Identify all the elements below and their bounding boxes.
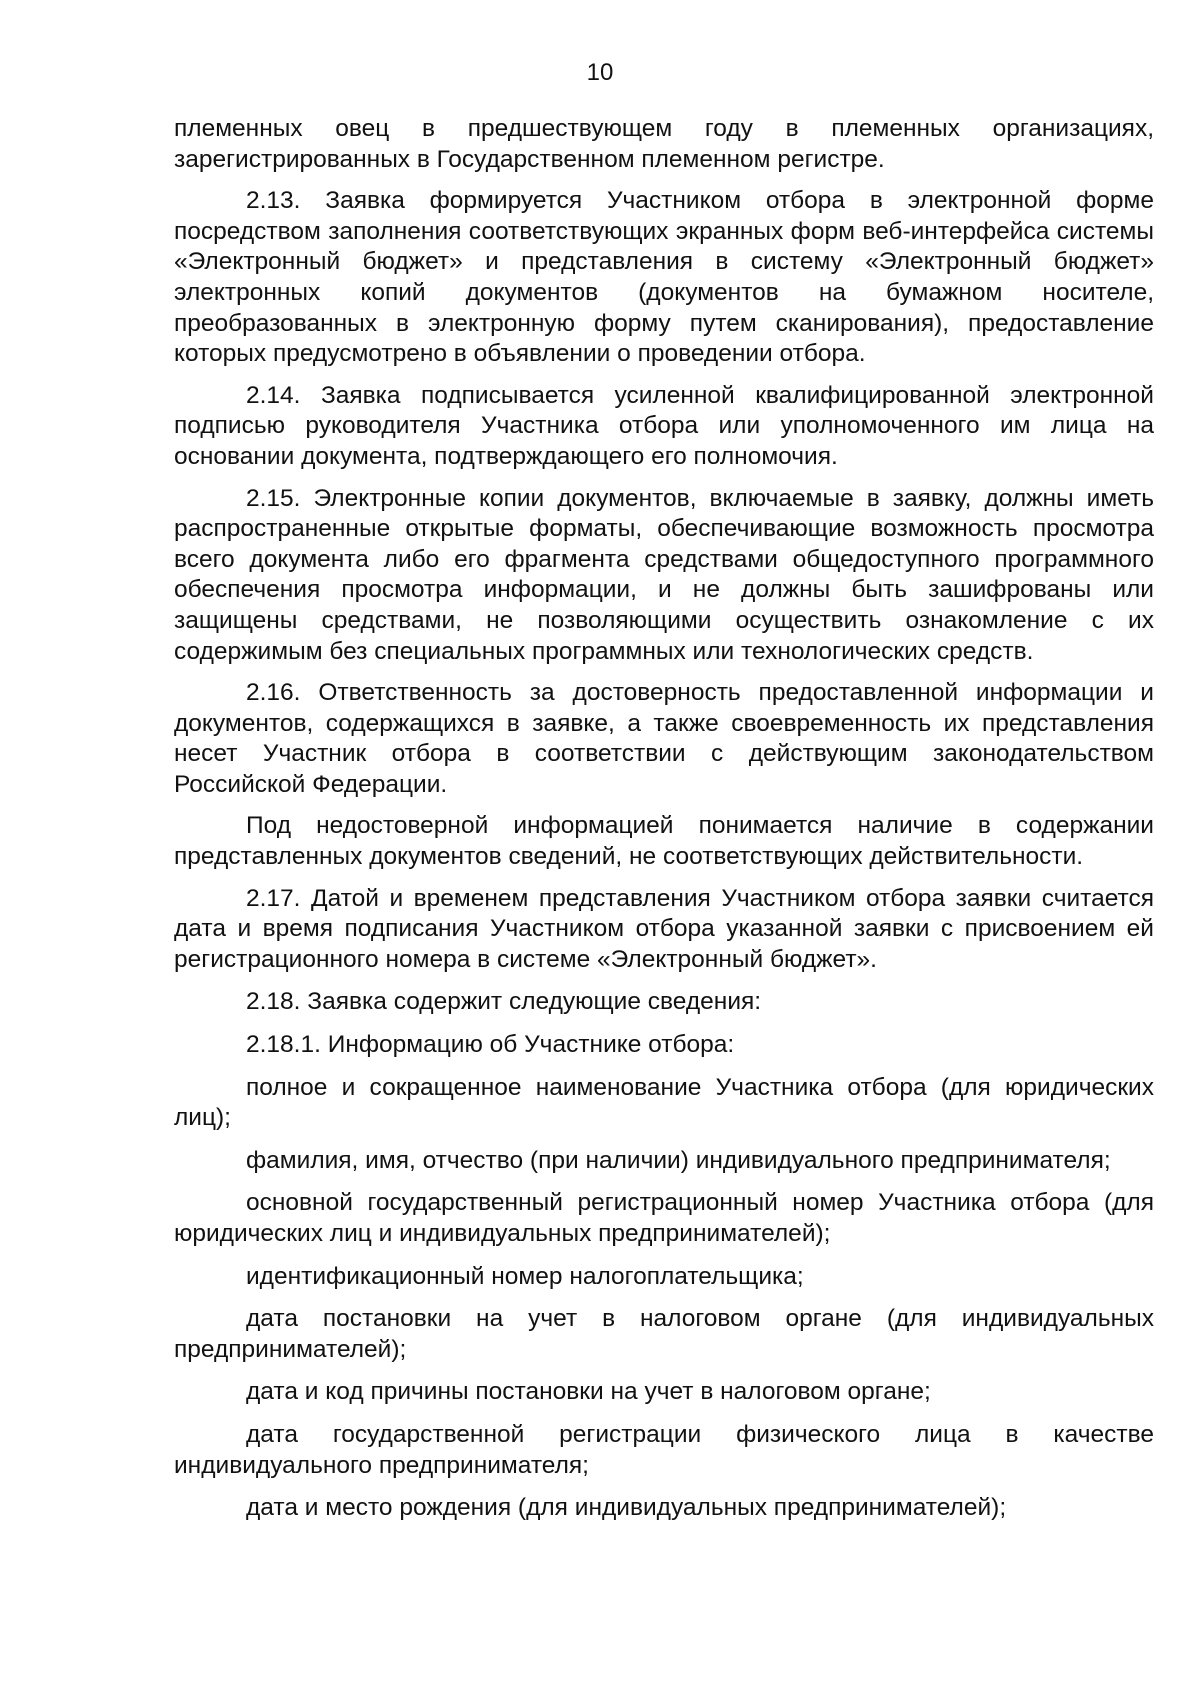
list-item-inn: идентификационный номер налогоплательщика; (246, 1262, 804, 1290)
list-item-ogrn: основной государственный регистрационный номер Участника отбора (для юридических лиц и индивидуальных предпринимателей); (174, 1189, 1154, 1247)
paragraph-2-13: 2.13. Заявка формируется Участником отбора в электронной форме посредством заполнения соответствующих экранных форм веб-интерфейса системы «Электронный бюджет» и представления в систему «Электронный бюджет» электронных копий документов (документов на бумажном носителе, преобразованных в электронную форму путем сканирования), предоставление которых предусмотрено в объявлении о проведении отбора. (174, 187, 1154, 368)
paragraph-2-16: 2.16. Ответственность за достоверность предоставленной информации и документов, содержащихся в заявке, а также своевременность их представления несет Участник отбора в соответствии с действующим законодательством Российской Федерации. (174, 679, 1154, 798)
paragraph-2-17: 2.17. Датой и временем представления Участником отбора заявки считается дата и время подписания Участником отбора указанной заявки с присвоением ей регистрационного номера в системе «Электронный бюджет». (174, 884, 1154, 973)
page-number: 10 (586, 59, 614, 86)
list-item-tax-registration-date: дата постановки на учет в налоговом органе (для индивидуальных предпринимателей); (174, 1305, 1154, 1363)
paragraph-2-14: 2.14. Заявка подписывается усиленной квалифицированной электронной подписью руководителя Участника отбора или уполномоченного им лица на основании документа, подтверждающего его полномочия. (174, 381, 1154, 470)
list-item-birth-date-place: дата и место рождения (для индивидуальных предпринимателей); (246, 1494, 1007, 1522)
list-item-state-registration-date: дата государственной регистрации физического лица в качестве индивидуального предпринимателя; (174, 1420, 1154, 1479)
paragraph-2-18-1: 2.18.1. Информацию об Участнике отбора: (246, 1031, 735, 1059)
paragraph-2-18: 2.18. Заявка содержит следующие сведения: (246, 988, 762, 1016)
paragraph-continuation: племенных овец в предшествующем году в племенных организациях, зарегистрированных в Государственном племенном регистре. (174, 115, 1154, 173)
list-item-kpp: дата и код причины постановки на учет в налоговом органе; (246, 1378, 931, 1406)
paragraph-false-info: Под недостоверной информацией понимается наличие в содержании представленных документов сведений, не соответствующих действительности. (174, 812, 1154, 871)
list-item-name: полное и сокращенное наименование Участника отбора (для юридических лиц); (174, 1073, 1154, 1132)
paragraph-2-15: 2.15. Электронные копии документов, включаемые в заявку, должны иметь распространенные открытые форматы, обеспечивающие возможность просмотра всего документа либо его фрагмента средствами общедоступного программного обеспечения просмотра информации, и не должны быть зашифрованы или защищены средствами, не позволяющими осуществить ознакомление с их содержимым без специальных программных или технологических средств. (174, 484, 1154, 665)
document-body (174, 114, 1154, 1536)
list-item-fio: фамилия, имя, отчество (при наличии) индивидуального предпринимателя; (246, 1146, 1111, 1174)
